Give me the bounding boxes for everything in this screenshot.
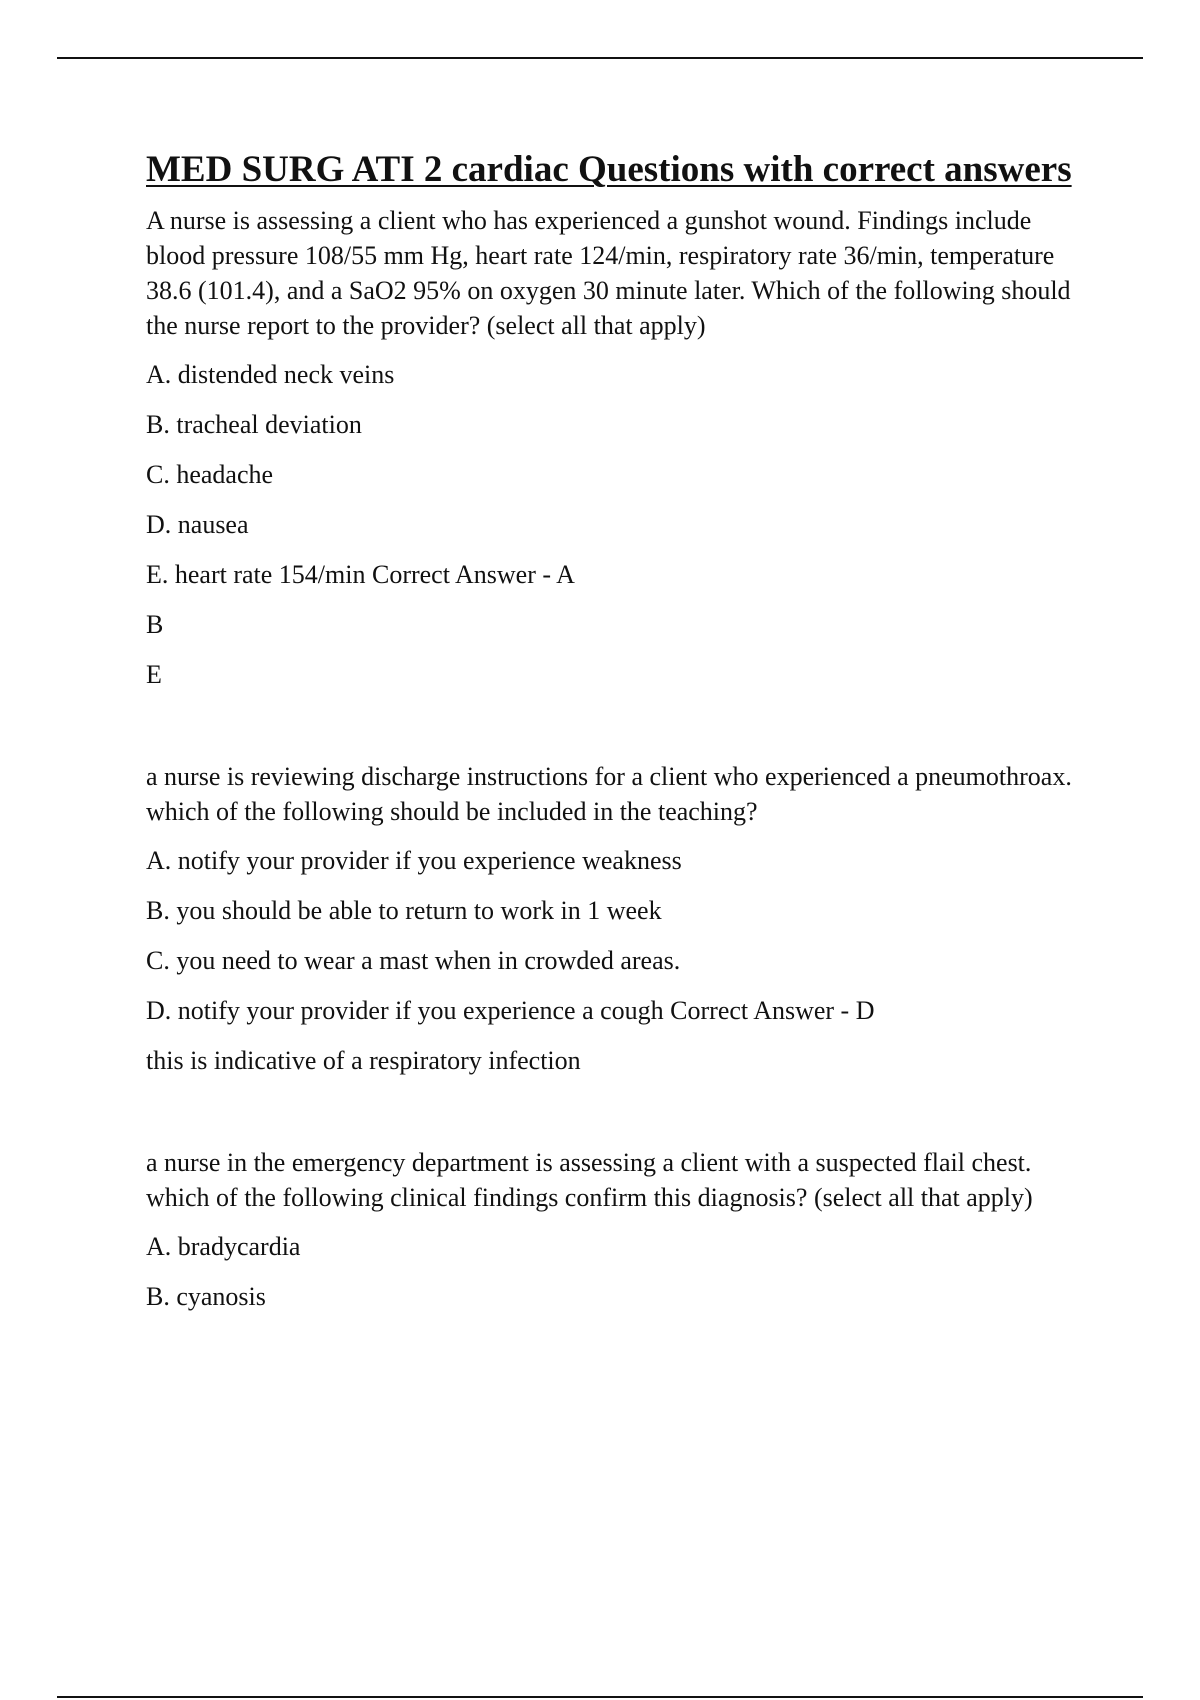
question-1	[146, 203, 1096, 692]
correct-answer-line: B	[146, 610, 164, 639]
answer-option: D. nausea	[146, 510, 249, 539]
answer-option: E. heart rate 154/min Correct Answer - A	[146, 560, 575, 589]
question-2	[146, 759, 1096, 1078]
question-stem: a nurse is reviewing discharge instructions for a client who experienced a pneumothroax. which of the following should be included in the teaching?	[146, 762, 1072, 826]
answer-option: C. you need to wear a mast when in crowded areas.	[146, 946, 681, 975]
correct-answer-line: E	[146, 660, 162, 689]
answer-option: A. notify your provider if you experience weakness	[146, 846, 682, 875]
document-title: MED SURG ATI 2 cardiac Questions with correct answers	[146, 149, 1072, 190]
question-stem: A nurse is assessing a client who has experienced a gunshot wound. Findings include blood pressure 108/55 mm Hg, heart rate 124/min, respiratory rate 36/min, temperature 38.6 (101.4), and a SaO2 95% on oxygen 30 minute later. Which of the following should the nurse report to the provider? (select all that apply)	[146, 206, 1071, 340]
answer-rationale: this is indicative of a respiratory infection	[146, 1046, 581, 1075]
answer-option: A. distended neck veins	[146, 360, 395, 389]
answer-option: D. notify your provider if you experience a cough Correct Answer - D	[146, 996, 875, 1025]
answer-option: C. headache	[146, 460, 274, 489]
answer-option: B. tracheal deviation	[146, 410, 362, 439]
question-3	[146, 1145, 1096, 1314]
question-stem: a nurse in the emergency department is assessing a client with a suspected flail chest. which of the following clinical findings confirm this diagnosis? (select all that apply)	[146, 1148, 1033, 1212]
answer-option: A. bradycardia	[146, 1232, 301, 1261]
answer-option: B. cyanosis	[146, 1282, 266, 1311]
answer-option: B. you should be able to return to work in 1 week	[146, 896, 662, 925]
bottom-rule	[57, 1696, 1143, 1698]
document-body	[146, 145, 1096, 1329]
question-spacer	[146, 707, 1096, 759]
question-spacer	[146, 1093, 1096, 1145]
top-rule	[57, 57, 1143, 59]
